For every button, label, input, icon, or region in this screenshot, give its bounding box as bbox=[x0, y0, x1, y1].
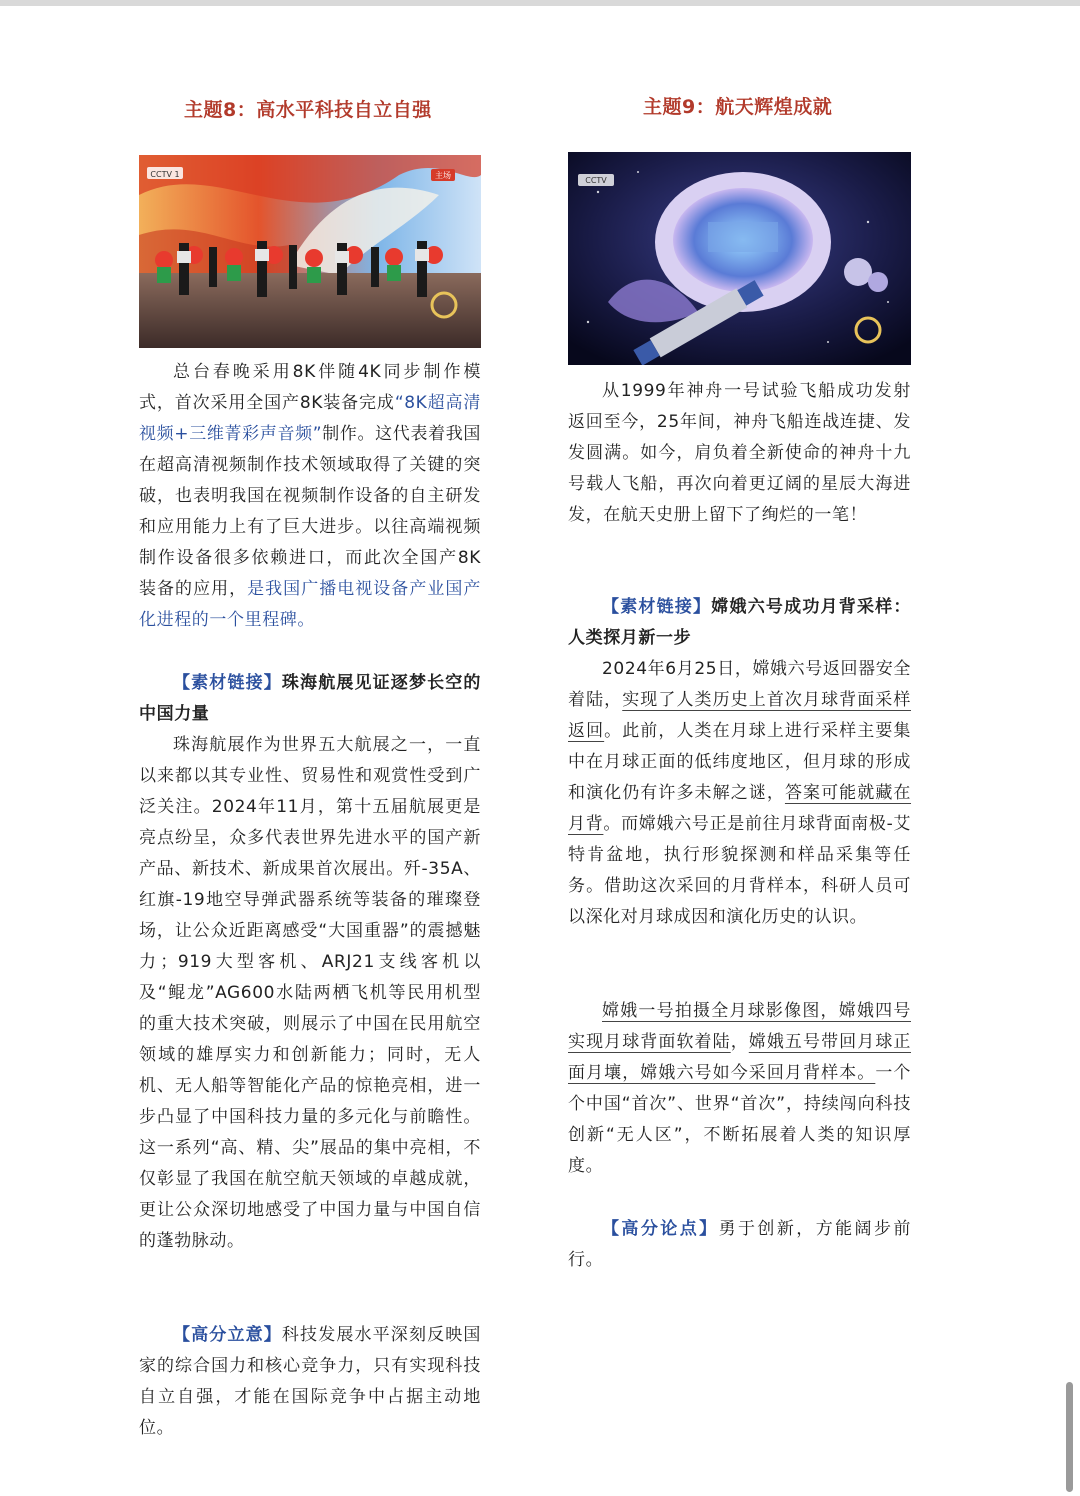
page-top-edge bbox=[0, 0, 1080, 6]
theme-9-title: 主题9：航天辉煌成就 bbox=[643, 96, 833, 118]
body-text: 制作。这代表着我国在超高清视频制作技术领域取得了关键的突破，也表明我国在视频制作设备的自主研发和应用能力上有了巨大进步。以往高端视频制作设备很多依赖进口，而此次全国产8K 装备的应用， bbox=[139, 424, 481, 599]
page-scrollbar[interactable] bbox=[1066, 1382, 1073, 1492]
theme-8-material bbox=[139, 668, 481, 1257]
channel-logo: CCTV bbox=[585, 176, 607, 185]
gala-space-stage-photo bbox=[568, 152, 911, 365]
theme-8-point bbox=[139, 1320, 481, 1444]
theme-9-chang-e-series bbox=[568, 996, 911, 1182]
point-tag: 【高分立意】 bbox=[173, 1325, 282, 1345]
material-tag: 【素材链接】 bbox=[602, 597, 712, 617]
material-heading: 珠海航展见证逐梦长空的中国力量 bbox=[139, 673, 481, 724]
material-heading: 嫦娥六号成功月背采样：人类探月新一步 bbox=[568, 597, 911, 648]
gala-robot-dance-photo bbox=[139, 155, 481, 348]
point-text: 勇于创新，方能阔步前行。 bbox=[568, 1219, 911, 1270]
underlined-text: 答案可能就藏在月背 bbox=[568, 783, 912, 834]
channel-logo: CCTV 1 bbox=[150, 170, 180, 179]
material-text: 2024年6月25日，嫦娥六号返回器安全着陆， bbox=[568, 659, 911, 710]
underlined-text: 嫦娥五号带回月球正面月壤，嫦娥六号如今采回月背样本。 bbox=[568, 1032, 911, 1083]
theme-9-body bbox=[568, 376, 911, 531]
material-tag: 【素材链接】 bbox=[173, 673, 282, 693]
underlined-text: 嫦娥一号拍摄全月球影像图，嫦娥四号实现月球背面软着陆 bbox=[568, 1001, 911, 1052]
highlight-text: 是我国广播电视设备产业国产化进程的一个里程碑。 bbox=[139, 579, 481, 630]
theme-9-point bbox=[568, 1214, 911, 1276]
material-text: 。此前，人类在月球上进行采样主要集中在月球正面的低纬度地区，但月球的形成和演化仍有许多未解之谜， bbox=[568, 721, 911, 803]
body-text: 总台春晚采用8K伴随4K同步制作模式，首次采用全国产8K装备完成 bbox=[139, 362, 481, 413]
body-text: 从1999年神舟一号试验飞船成功发射返回至今，25年间，神舟飞船连战连捷、发发圆满。如今，肩负着全新使命的神舟十九号载人飞船，再次向着更辽阔的星辰大海进发，在航天史册上留下了绚烂的一笔！ bbox=[568, 381, 911, 525]
theme-9-material bbox=[568, 592, 911, 933]
point-tag: 【高分论点】 bbox=[602, 1219, 719, 1239]
underlined-text: 实现了人类历史上首次月球背面采样返回 bbox=[568, 690, 911, 741]
point-text: 科技发展水平深刻反映国家的综合国力和核心竞争力，只有实现科技自立自强，才能在国际竞争中占据主动地位。 bbox=[139, 1325, 481, 1438]
material-text: 珠海航展作为世界五大航展之一，一直以来都以其专业性、贸易性和观赏性受到广泛关注。2024年11月，第十五届航展更是亮点纷呈，众多代表世界先进水平的国产新产品、新技术、新成果首次展出。歼-35A、红旗-19地空导弹武器系统等装备的璀璨登场，让公众近距离感受“大国重器”的震撼魅力；919大型客机、ARJ21支线客机以及“鲲龙”AG600水陆两栖飞机等民用机型的重大技术突破，则展示了中国在民用航空领域的雄厚实力和创新能力；同时，无人机、无人船等智能化产品的惊艳亮相，进一步凸显了中国科技力量的多元化与前瞻性。这一系列“高、精、尖”展品的集中亮相，不仅彰显了我国在航空航天领域的卓越成就，更让公众深切地感受了中国力量与中国自信的蓬勃脉动。 bbox=[139, 735, 481, 1251]
highlight-text: “8K超高清视频+三维菁彩声音频” bbox=[139, 393, 482, 444]
theme-8-body bbox=[139, 357, 481, 636]
live-badge: 主场 bbox=[435, 171, 451, 180]
body-text: 一个个中国“首次”、世界“首次”，持续闯向科技创新“无人区”，不断拓展着人类的知识厚度。 bbox=[568, 1063, 912, 1176]
material-text: 。而嫦娥六号正是前往月球背面南极-艾特肯盆地，执行形貌探测和样品采集等任务。借助这次采回的月背样本，科研人员可以深化对月球成因和演化历史的认识。 bbox=[568, 814, 912, 927]
separator: ， bbox=[730, 1032, 749, 1052]
theme-8-title: 主题8：高水平科技自立自强 bbox=[184, 99, 432, 121]
